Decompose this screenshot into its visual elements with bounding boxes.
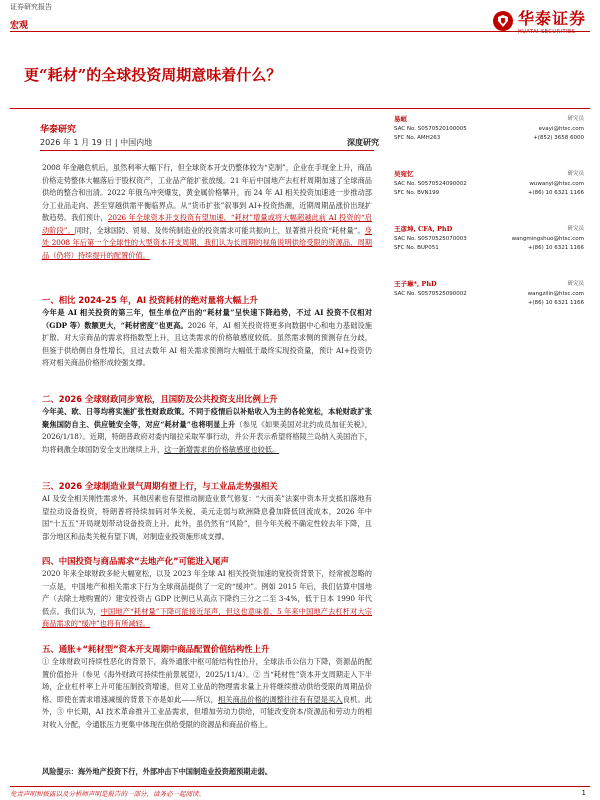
section-5-paragraph (42, 656, 372, 731)
section-heading-3: 三、2026 全球制造业景气周期有望上行，与工业品走势强相关 (42, 481, 278, 491)
analyst-name: 吴宛忆 (394, 170, 414, 178)
analyst-phone: +(86) 10 6321 1166 (527, 300, 584, 306)
analyst-phone: +(86) 10 6321 1166 (527, 190, 584, 196)
analyst-email[interactable]: wuwanyi@htsc.com (529, 181, 584, 187)
analyst-email[interactable]: wangzilin@htsc.com (527, 291, 584, 297)
analyst-email[interactable]: evayi@htsc.com (538, 126, 584, 132)
analyst-role: 研究员 (567, 226, 584, 232)
analyst-role: 研究员 (567, 116, 584, 122)
section-2-body: 近期，特朗普政府对委内瑞拉采取军事行动，并公开表示希望将格陵兰岛纳入美国治下，均将刺激全球国防安全支出继续上升， (42, 432, 372, 454)
section-2-lead: 今年美、欧、日等均将实施扩张性财政政策。不同于疫情后以补贴收入为主的各轮宽松，本轮财政扩张聚焦国防自主、供应链安全等，对应“耗材量”也将明显上升 (42, 407, 372, 429)
analyst-sac: SAC No. S0570525090002 (394, 291, 467, 297)
report-type: 证券研究报告 (10, 3, 52, 11)
report-title: 更“耗材”的全球投资周期意味着什么？ (24, 66, 282, 84)
huatai-logo-icon (492, 10, 514, 32)
analyst-sfc: SFC No. AMH263 (394, 135, 441, 141)
analyst-sac: SAC No. S0570520100005 (394, 126, 467, 132)
date-line: 2026 年 1 月 19 日 | 中国内地 (40, 138, 153, 147)
report-kind: 深度研究 (347, 137, 379, 147)
analyst-name: 王子琳*, PhD (394, 280, 437, 288)
intro-text: 2008 年金融危机后，虽然利率大幅下行，但全球资本开支仍整体较为“克制”，企业在手现金上升，商品价格走势整体大幅落后于股权资产，工业品产能扩张放缓。21 年后中国地产去杠杆周期加速了全球商品供给的整合和出清。2022 年俄乌冲突爆发，黄金属价格攀升，而 24 年 AI 相关投资加速进一步推动部分工业品走向、甚至穿越供需平衡临界点。从“货币扩张”叙事到 AI+投资热潮，近期周期品涨价出现扩散趋势。我们预计， (42, 163, 372, 222)
section-label: 宏观 (10, 21, 29, 31)
analyst-card (394, 114, 584, 169)
analyst-role: 研究员 (567, 171, 584, 177)
section-4-highlight: 中国地产“耗材量”下降可能接近尾声，但这也意味着，5 年来中国地产去杠杆对大宗商品需求的“缓冲”也将有所减轻。 (42, 606, 372, 628)
region: 中国内地 (120, 138, 153, 147)
section-5-underline: 相关商品价格的调整往往有有望是买入 (218, 694, 343, 704)
title-divider (10, 108, 590, 109)
section-1-body: 2026 年，AI 相关投资将更多向数据中心和电力基础设施扩散。对大宗商品的需求将指数型上升，且这类需求的价格敏感度较低。虽然需求侧的预测存在分歧，但鉴于供给侧自身性增长，且过去数年 AI 相关需求预测均大幅低于最终实现投资量，预计 AI+投资仍将对相关商品价格形成较强支撑。 (42, 320, 372, 367)
intro-highlight-2: 身处 2008 年后第一个全球性的大型资本开支周期，我们认为长周期的视角说明供给受限的资源品、周期品（仍将）持续提升的配置价值。 (42, 225, 372, 260)
analyst-phone: +(86) 10 6321 1166 (527, 245, 584, 251)
analyst-card (394, 224, 584, 279)
meta-divider (40, 150, 374, 151)
section-5-tail: 良机。此外，③ 中长期，AI 技术革命推升工业品需求，但增加劳动力供给，可能改变资本/资源品和劳动力的相对收入分配，令通胀压力更集中体现在供给受限的资源品和商品价格上。 (42, 694, 372, 729)
intro-highlight: 2026 年全球资本开支投资有望加速，“耗材”增量或将大幅超越此前 AI 投资的“启动阶段”。 (42, 213, 372, 235)
section-heading-1: 一、相比 2024-25 年，AI 投资耗材的绝对量将大幅上升 (42, 295, 258, 305)
analyst-phone: +(852) 3658 6000 (533, 135, 584, 141)
section-4-body: 2020 年来全球财政多轮大幅宽松，以及 2023 年全球 AI 相关投资加速的宽投资背景下，经常被忽略的一点是，中国地产和相关需求下行为全球商品提供了一定的“缓冲”。例如 2015 年后，我们估算中国地产（去除土地购置的）建安投资占 GDP 比例已从高点下降约三分之二至 3-4%，低于日本 1990 年代低点。我们认为， (42, 569, 372, 616)
analyst-card (394, 279, 584, 334)
huatai-logo (492, 6, 586, 35)
analyst-name: 王彦坤, CFA, PhD (394, 225, 453, 233)
footer-divider (10, 786, 590, 787)
brand-en: HUATAI SECURITIES (517, 29, 576, 35)
section-2-cite: （参见《如果美国对北约成员加征关税》，2026/1/18）。 (42, 419, 372, 441)
org-name: 华泰研究 (40, 125, 77, 135)
analyst-name: 易峘 (394, 115, 407, 123)
section-1-paragraph (42, 307, 372, 370)
section-2-paragraph (42, 406, 372, 456)
section-5-body: ① 全球财政可持续性恶化的背景下，海外通胀中枢可能结构性抬升，全球法币公信力下降，资源品的配置价值抬升（参见《海外财政可持续性前景展望》，2025/11/4）。② 当“耗材性”资本开支周期走入下半场，企业杠杆率上升可能压制投资增速，但对工业品的物理需求量上升将继续推动供给受限的周期品价格、即使在需求增速减缓的背景下亦是如此——所以， (42, 657, 372, 704)
analyst-sac: SAC No. S0570524090002 (394, 181, 467, 187)
intro-paragraph (42, 162, 372, 262)
section-heading-2: 二、2026 全球财政同步宽松，且国防及公共投资支出比例上升 (42, 394, 278, 404)
analyst-role: 研究员 (567, 281, 584, 287)
analyst-sfc: SFC No. BVN199 (394, 190, 440, 196)
section-2-tail: 这一新增需求的价格敏感度也较低。 (164, 444, 280, 454)
report-date: 2026 年 1 月 19 日 (40, 138, 113, 147)
analyst-sac: SAC No. S0570525070003 (394, 236, 467, 242)
analyst-sfc: SFC No. BUP051 (394, 245, 439, 251)
intro-text-tail: 同时，全球国防、贸易、及传统制造业的投资需求可能共振向上，显著推升投资“耗材量”。 (74, 225, 365, 235)
section-heading-5: 五、通胀+“耗材型”资本开支周期中商品配置价值结构性上升 (42, 644, 270, 654)
section-1-lead: 今年是 AI 相关投资的第三年，恒生单位产出的“耗材量”呈快速下降趋势，不过 AI 投资不仅相对（GDP 等）数额更大，“耗材密度”也更高。 (42, 308, 372, 330)
section-heading-4: 四、中国投资与商品需求“去地产化”可能进入尾声 (42, 556, 229, 566)
section-3-paragraph: AI 及安全相关刚性需求外，其他因素也有望推动制造业景气修复：“大而美”法案中资本开支抵扣落地有望拉动设备投资，特朗普将持续加码对华关税、美元走弱与欧洲降息叠加降低回流成本，2026 年中国“十五五”开局规划带动设备投资上升。此外，虽仍然有“风险”，但今年关税不确定性较去年下降，且部分地区和品类关税有望下调，对制造业投资施形成支撑。 (42, 494, 372, 541)
footer-disclaimer: 免责声明和披露以及分析师声明是报告的一部分，请务必一起阅读。 (10, 790, 205, 798)
analyst-card (394, 169, 584, 224)
risk-note: 风险提示：海外地产投资下行，外部冲击下中国制造业投资超预期走弱。 (42, 767, 273, 776)
section-4-paragraph (42, 568, 372, 631)
page-number: 1 (581, 789, 586, 797)
brand-cn: 华泰证券 (517, 9, 586, 28)
analyst-email[interactable]: wangmingshuo@htsc.com (511, 236, 584, 242)
analyst-panel (394, 114, 584, 334)
